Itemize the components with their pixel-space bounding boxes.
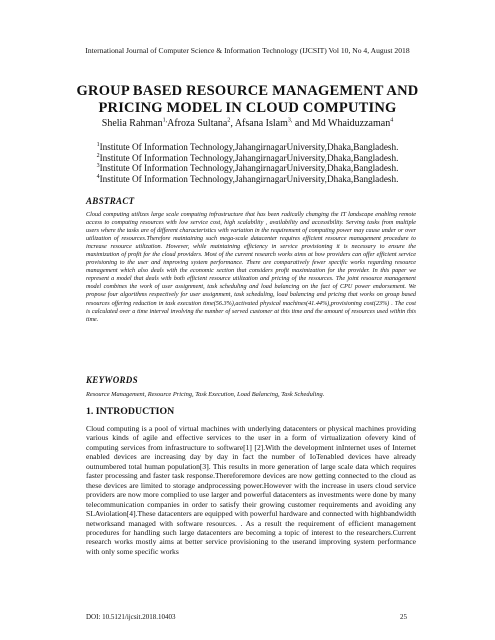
author-1-sup: 1, — [162, 117, 168, 124]
affiliation-sup: 3 — [96, 163, 100, 170]
affiliation — [40, 163, 455, 174]
keywords-heading: KEYWORDS — [86, 375, 138, 385]
keywords-text: Resource Management, Resource Pricing, Task Execution, Load Balancing, Task Scheduling. — [86, 391, 325, 398]
affiliation — [40, 174, 455, 185]
title-line-1: GROUP BASED RESOURCE MANAGEMENT AND — [76, 83, 419, 99]
author-list — [40, 118, 455, 129]
author-4-sup: 4 — [390, 117, 394, 124]
affiliation — [40, 142, 455, 153]
page-number: 25 — [400, 613, 407, 621]
doi-footer: DOI: 10.5121/ijcsit.2018.10403 — [86, 613, 176, 621]
affiliation-text: Institute Of Information Technology,JahangirnagarUniversity,Dhaka,Bangladesh. — [99, 142, 399, 152]
author-2: Afroza Sultana — [167, 118, 228, 129]
affiliation-text: Institute Of Information Technology,JahangirnagarUniversity,Dhaka,Bangladesh. — [99, 173, 399, 184]
abstract-text: Cloud computing utilizes large scale computing infrastructure that has been radically changing the IT landscape enabling remote access to computing resources with low service cost, high scalability , availability and accessibility. Serving tasks from multiple users where the tasks are of different characteristics with variation in the requirement of computing power may cause under or over utilization of resources.Therefore maintaining such mega-scale datacenter requires efficient resource management procedure to increase resource utilization. However, while maintaining efficiency in service provisioning it is necessary to ensure the maximization of profit for the cloud providers. Most of the current research works aims at how providers can offer efficient service provisioning to the user and improving system performance. There are comparatively fewer specific works regarding resource management which also deals with the economic section that considers profit maximization for the provider. In this paper we represent a model that deals with both efficient resource utilization and pricing of the resources. The joint resource management model combines the work of user assignment, task scheduling and load balancing on the fact of CPU power endorsement. We propose four algorithms respectively for user assignment, task scheduling, load balancing and pricing that works on group based resources offering reduction in task execution time(56.3%),activated physical machines(41.44%),provisioning cost(23%) . The cost is calculated over a time interval involving the number of served customer at this time and the amount of resources used within this time. — [86, 211, 416, 323]
introduction-text: Cloud computing is a pool of virtual machines with underlying datacenters or physical machines providing various kinds of agile and effective services to the user in a form of virtualization ofevery kind of computing services from infrastructure to software[1] [2].With the development inInternet uses of Internet enabled devices are increasing day by day in fact the number of IoTenabled devices have already outnumbered total human population[3]. This results in more generation of large scale data which requires faster processing and faster task response.Thereforemore devices are now getting connected to the cloud as these devices are limited to storage andprocessing power.However with the increase in users cloud service providers are now more complied to use larger and powerful datacenters as investments were done by many telecommunication companies in order to satisfy their growing customer requirements and avoiding any SLAviolation[4].These datacenters are equipped with powerful hardware and connected with highbandwidth networksand managed with software resources. . As a result the requirement of efficient management procedures for handling such large datacenters are becoming a topic of interest to the researchers.Current research works mostly aims at better service provisioning to the userand improving system performance with only some specific works — [86, 424, 416, 556]
author-3: , Afsana Islam — [230, 118, 288, 129]
affiliation-sup: 4 — [96, 173, 100, 180]
affiliation-text: Institute Of Information Technology,JahangirnagarUniversity,Dhaka,Bangladesh. — [99, 163, 399, 174]
author-1: Shelia Rahman — [101, 118, 163, 129]
affiliation-sup: 2 — [96, 152, 100, 159]
author-3-sup: 3, — [287, 117, 293, 124]
author-4: and Md Whaiduzzaman — [292, 118, 391, 129]
affiliation-text: Institute Of Information Technology,JahangirnagarUniversity,Dhaka,Bangladesh. — [99, 152, 399, 163]
journal-header: International Journal of Computer Science & Information Technology (IJCSIT) Vol 10, No 4, August 2018 — [85, 46, 410, 55]
affiliation-list — [40, 142, 455, 184]
affiliation — [40, 153, 455, 164]
paper-title — [40, 83, 455, 117]
section-heading — [86, 406, 174, 417]
affiliation-sup: 1 — [96, 141, 100, 148]
abstract-heading: ABSTRACT — [86, 196, 135, 206]
author-2-sup: 2 — [227, 117, 231, 124]
title-line-2: PRICING MODEL IN CLOUD COMPUTING — [98, 100, 397, 116]
section-title: INTRODUCTION — [95, 406, 175, 417]
section-number: 1. — [86, 406, 96, 417]
